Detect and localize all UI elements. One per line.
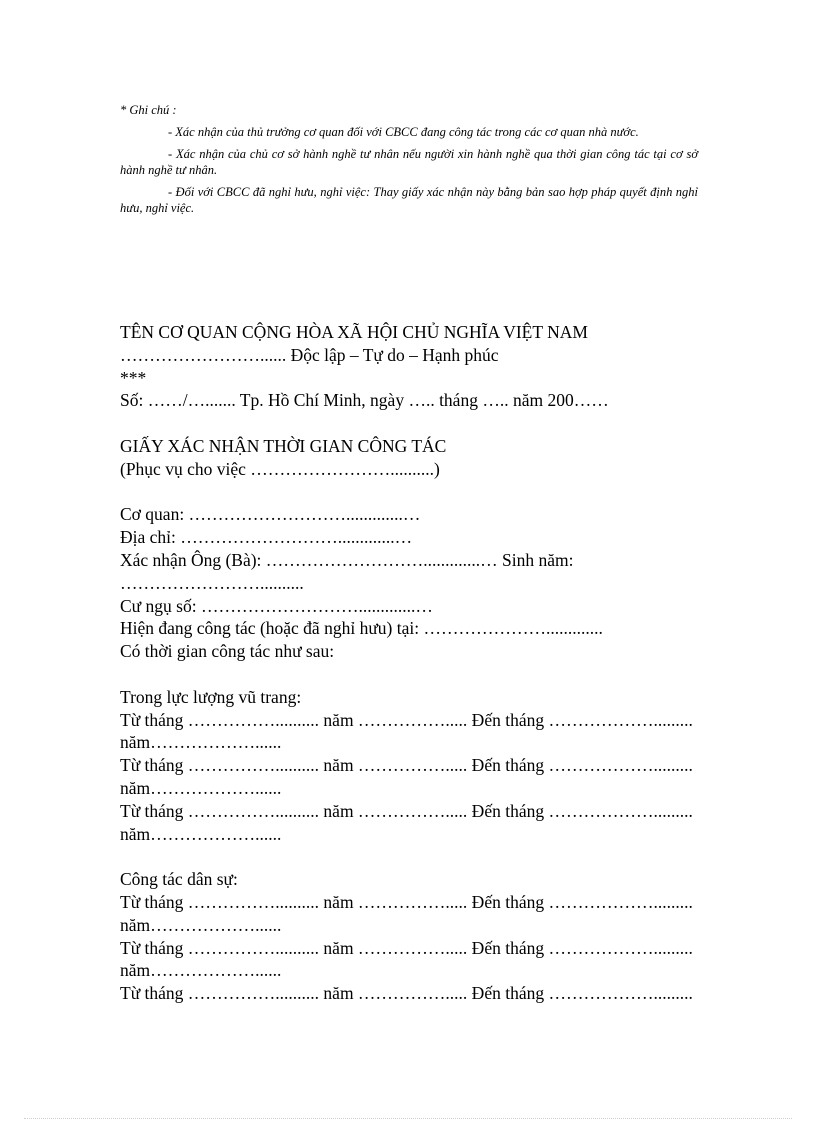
agency-field: Cơ quan: ……………………….............…	[120, 504, 421, 525]
header-agency-motto: TÊN CƠ QUAN CỘNG HÒA XÃ HỘI CHỦ NGHĨA VIỆT NAM	[120, 322, 588, 342]
confirmation-form	[120, 321, 720, 1005]
armed-forces-row-year: năm………………......	[120, 732, 282, 753]
form-purpose: (Phục vụ cho việc ……………………..........)	[120, 458, 440, 479]
armed-forces-label: Trong lực lượng vũ trang:	[120, 686, 302, 707]
current-work-field: Hiện đang công tác (hoặc đã nghỉ hưu) tại: ………………….............	[120, 618, 603, 639]
armed-forces-row: Từ tháng …………….......... năm ……………..... Đến tháng ……………….........	[120, 800, 693, 821]
armed-forces-row-year: năm………………......	[120, 823, 282, 844]
address-field: Địa chỉ: ……………………….............…	[120, 527, 413, 548]
residence-field: Cư ngụ số: ……………………….............…	[120, 595, 433, 616]
document-number-date: Số: ……/…....... Tp. Hồ Chí Minh, ngày ….. tháng ….. năm 200……	[120, 390, 609, 411]
note-item: - Xác nhận của thủ trưởng cơ quan đối với CBCC đang công tác trong các cơ quan nhà nước.	[168, 125, 639, 139]
civil-work-row: Từ tháng …………….......... năm ……………..... Đến tháng ……………….........	[120, 937, 693, 958]
note-item: - Đối với CBCC đã nghỉ hưu, nghỉ việc: Thay giấy xác nhận này bằng bản sao hợp pháp quyết định nghỉ hưu, nghỉ việc.	[120, 185, 698, 215]
confirm-person-field: Xác nhận Ông (Bà): ……………………….............… Sinh năm:	[120, 549, 574, 570]
armed-forces-row-year: năm………………......	[120, 777, 282, 798]
civil-work-row-year: năm………………......	[120, 960, 282, 981]
header-stars: ***	[120, 367, 147, 388]
page-bottom-rule	[24, 1118, 792, 1119]
header-motto-line: ……………………...... Độc lập – Tự do – Hạnh phúc	[120, 344, 499, 365]
civil-work-row-year: năm………………......	[120, 914, 282, 935]
work-time-intro: Có thời gian công tác như sau:	[120, 641, 335, 662]
notes-heading: * Ghi chú :	[120, 103, 177, 117]
civil-work-label: Công tác dân sự:	[120, 869, 238, 890]
form-title: GIẤY XÁC NHẬN THỜI GIAN CÔNG TÁC	[120, 435, 447, 456]
civil-work-row: Từ tháng …………….......... năm ……………..... Đến tháng ……………….........	[120, 891, 693, 912]
armed-forces-row: Từ tháng …………….......... năm ……………..... Đến tháng ……………….........	[120, 709, 693, 730]
notes-section	[120, 102, 698, 222]
civil-work-row: Từ tháng …………….......... năm ……………..... Đến tháng ……………….........	[120, 983, 693, 1004]
note-item: - Xác nhận của chủ cơ sở hành nghề tư nhân nếu người xin hành nghề qua thời gian công tác tại cơ sở hành nghề tư nhân.	[120, 147, 698, 177]
armed-forces-row: Từ tháng …………….......... năm ……………..... Đến tháng ……………….........	[120, 755, 693, 776]
birth-year-blank: ……………………..........	[120, 572, 304, 593]
